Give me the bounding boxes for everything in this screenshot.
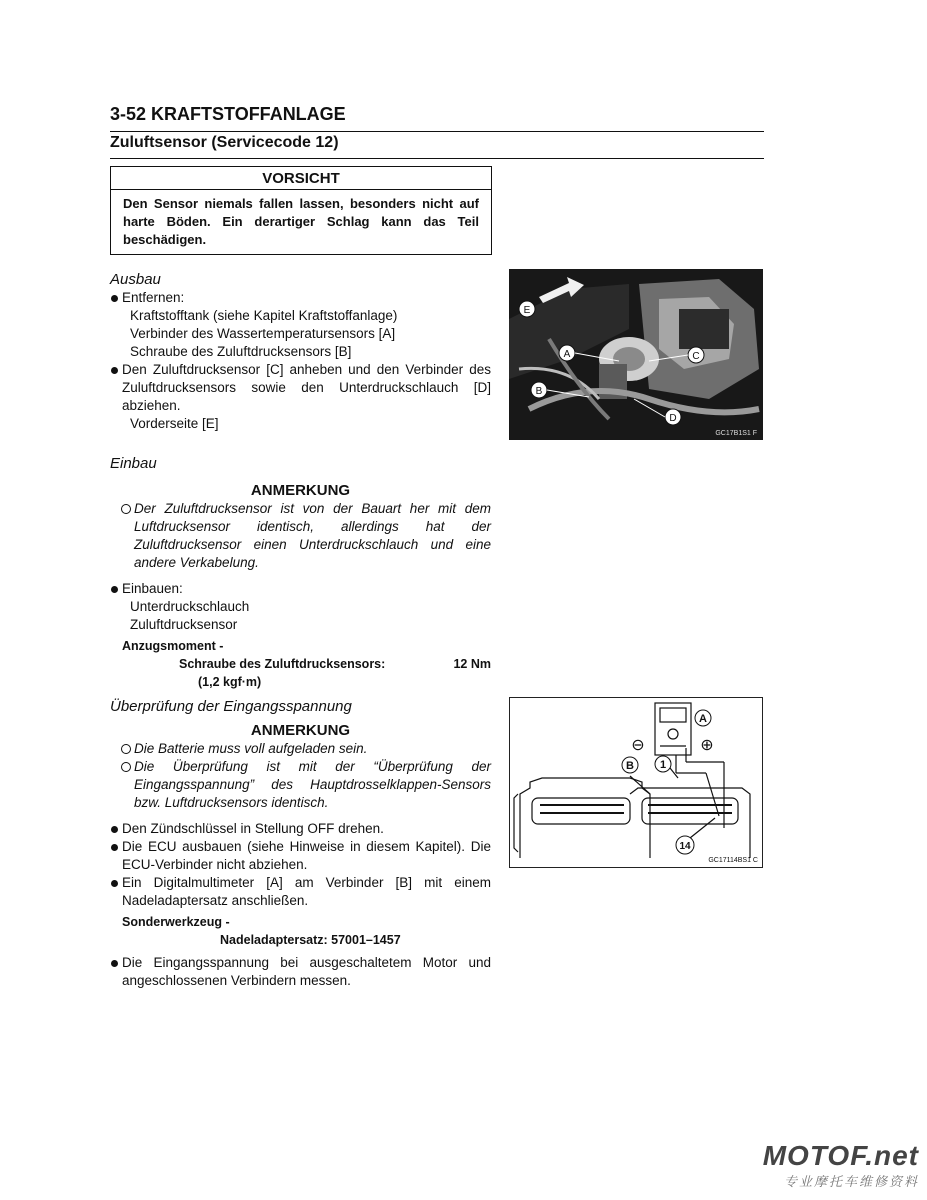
check-section	[110, 698, 491, 990]
photo-label-c: C	[692, 351, 700, 362]
ausbau-item: Kraftstofftank (siehe Kapitel Kraftstoffanlage)	[130, 308, 398, 323]
ecu-diagram-illustration	[510, 698, 762, 867]
einbau-note: Der Zuluftdrucksensor ist von der Bauart her mit dem Luftdrucksensor identisch, allerdings hat der Zuluftdrucksensor einen Unterdruckschlauch und eine andere Verkabelung.	[110, 500, 491, 572]
watermark-sub: 专业摩托车维修资料	[783, 1174, 919, 1189]
tool-label: Sonderwerkzeug -	[122, 915, 230, 929]
photo-label-e: E	[523, 305, 531, 316]
torque-value: 12 Nm	[453, 657, 491, 671]
check-heading: Überprüfung der Eingangsspannung	[110, 698, 352, 715]
photo-label-a: A	[563, 349, 571, 360]
diagram-code: GC17114BS1 C	[708, 857, 758, 864]
einbau-item: Unterdruckschlauch	[130, 599, 250, 614]
check-bullet: Die ECU ausbauen (siehe Hinweise in diesem Kapitel). Die ECU-Verbinder nicht abziehen.	[110, 838, 491, 874]
check-note-title: ANMERKUNG	[250, 722, 351, 739]
einbau-item: Zuluftdrucksensor	[130, 617, 238, 632]
photo-label-b: B	[535, 386, 543, 397]
check-note: Die Batterie muss voll aufgeladen sein.	[110, 740, 491, 758]
ausbau-item: Schraube des Zuluftdrucksensors [B]	[130, 344, 352, 359]
photo-code: GC17B1S1 F	[715, 430, 757, 437]
ausbau-heading: Ausbau	[110, 271, 161, 288]
chapter-title: 3-52 KRAFTSTOFFANLAGE	[110, 104, 346, 124]
torque-label: Anzugsmoment -	[122, 639, 224, 653]
torque-item: Schraube des Zuluftdrucksensors:	[179, 657, 386, 671]
subtitle-rule	[110, 158, 764, 159]
einbau-bullet: Einbauen:	[110, 580, 491, 598]
einbau-heading: Einbau	[110, 455, 157, 472]
caution-title: VORSICHT	[111, 167, 491, 190]
section-title: Zuluftsensor (Servicecode 12)	[110, 134, 339, 151]
diagram-label-pin-1: 1	[659, 759, 667, 771]
einbau-note-title: ANMERKUNG	[250, 482, 351, 499]
ausbau-section	[110, 271, 491, 433]
check-note: Die Überprüfung ist mit der “Überprüfung der Eingangsspannung” des Hauptdrosselklappen-Sensors bzw. Luftdrucksensors identisch.	[110, 758, 491, 812]
ausbau-bullet-1: Entfernen:	[110, 289, 491, 307]
sensor-photo-illustration	[509, 269, 763, 440]
caution-box	[110, 166, 492, 255]
title-rule	[110, 131, 764, 132]
check-bullet: Den Zündschlüssel in Stellung OFF drehen.	[110, 820, 491, 838]
minus-icon: ⊖	[631, 737, 645, 754]
ausbau-bullet-2: Den Zuluftdrucksensor [C] anheben und den Verbinder des Zuluftdrucksensors sowie den Unterdruckschlauch [D] abziehen.	[110, 361, 491, 415]
plus-icon: ⊕	[700, 737, 714, 754]
ausbau-front: Vorderseite [E]	[130, 416, 219, 431]
diagram-label-pin-14: 14	[679, 841, 691, 852]
check-bullet: Ein Digitalmultimeter [A] am Verbinder [B] mit einem Nadeladaptersatz anschließen.	[110, 874, 491, 910]
diagram-label-a: A	[699, 713, 707, 725]
sensor-photo	[509, 269, 763, 440]
ausbau-item: Verbinder des Wassertemperatursensors [A]	[130, 326, 396, 341]
watermark-logo: MOTOF.net	[762, 1140, 919, 1171]
diagram-label-b: B	[626, 760, 634, 772]
ecu-diagram	[509, 697, 763, 868]
torque-line	[110, 655, 491, 673]
einbau-section	[110, 455, 491, 691]
torque-value-kgf: (1,2 kgf·m)	[198, 675, 262, 689]
tool-line: Nadeladaptersatz: 57001–1457	[220, 933, 401, 947]
check-bullet-last: Die Eingangsspannung bei ausgeschaltetem Motor und angeschlossenen Verbindern messen.	[110, 954, 491, 990]
caution-text: Den Sensor niemals fallen lassen, besonders nicht auf harte Böden. Ein derartiger Schlag kann das Teil beschädigen.	[123, 196, 479, 247]
photo-label-d: D	[669, 413, 677, 424]
